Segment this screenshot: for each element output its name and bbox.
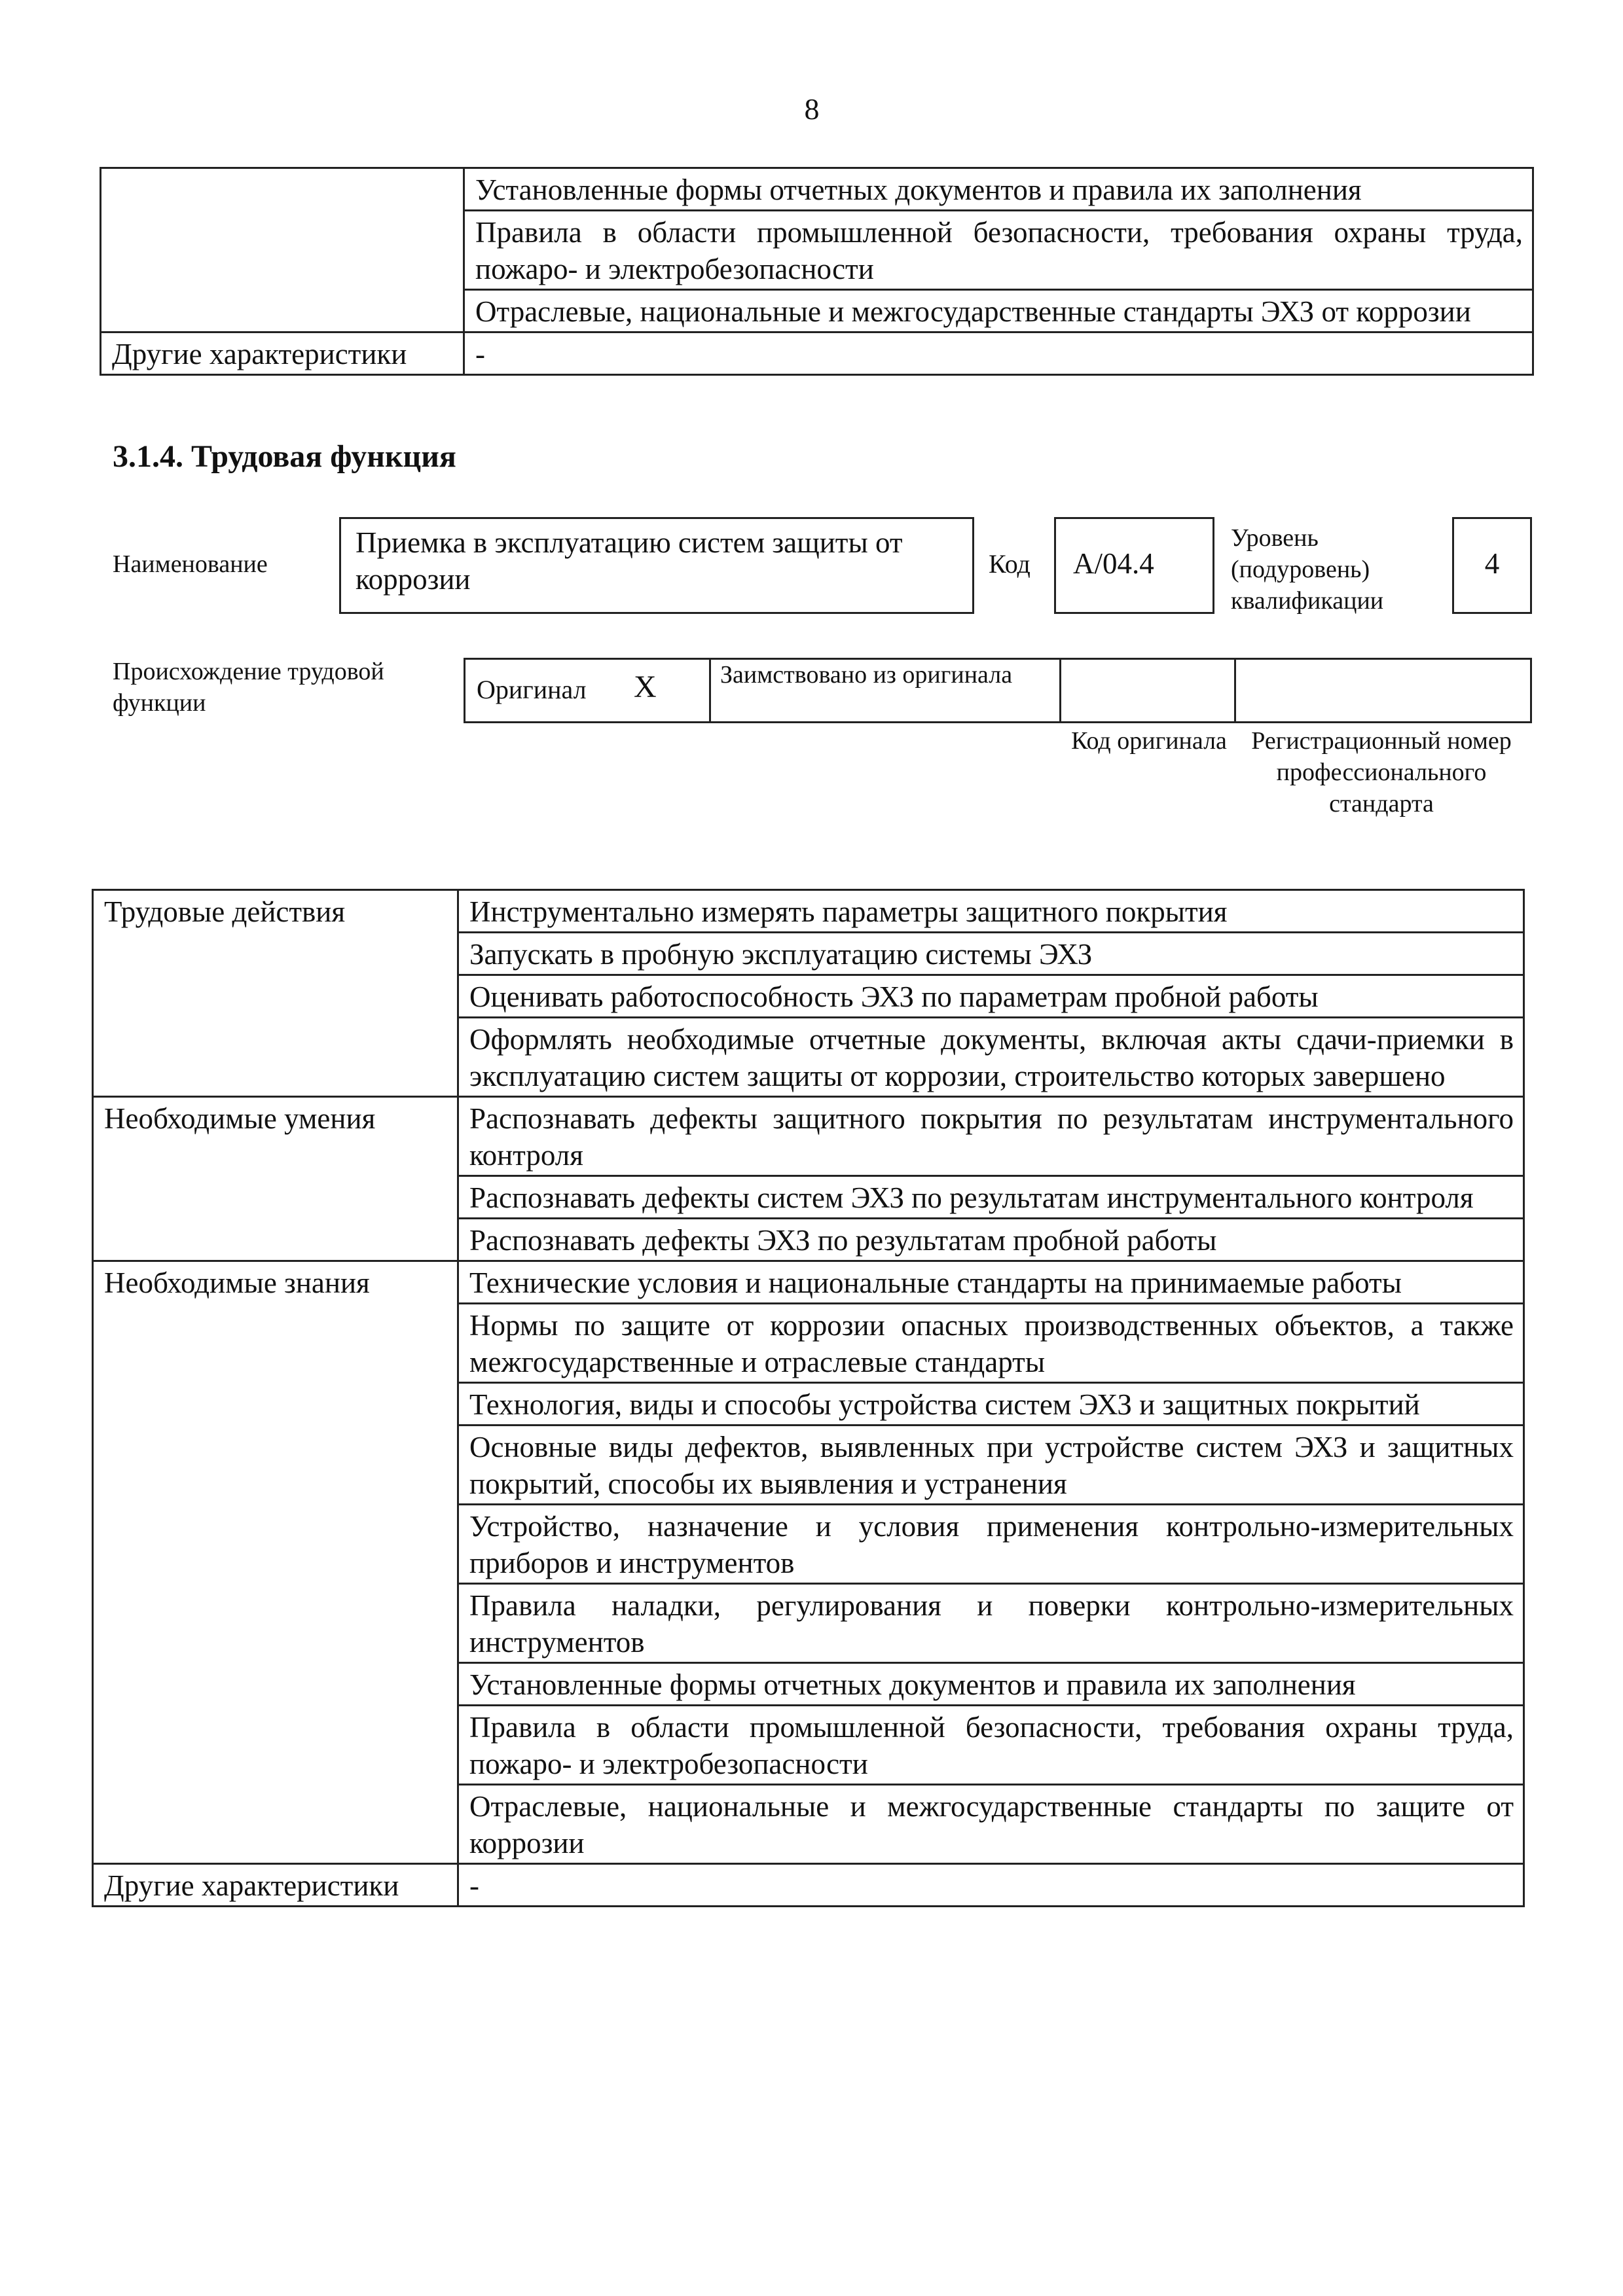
table-row	[93, 1261, 1524, 1304]
action-cell: Оформлять необходимые отчетные документы, включая акты сдачи-приемки в эксплуатацию систем защиты от коррозии, строительство которых завершено	[458, 1018, 1524, 1097]
level-label: Уровень (подуровень) квалификации	[1231, 524, 1384, 615]
knowledge-cell: Отраслевые, национальные и межгосударственные стандарты по защите от коррозии	[458, 1785, 1524, 1864]
empty-label-cell	[101, 168, 464, 332]
code-label: Код	[989, 549, 1030, 579]
origin-divider	[1059, 658, 1061, 723]
origin-label: Происхождение трудовой функции	[113, 658, 384, 717]
knowledge-cell: Правила в области промышленной безопасности, требования охраны труда, пожаро- и электробезопасности	[464, 211, 1533, 290]
other-label: Другие характеристики	[101, 332, 464, 375]
knowledge-cell: Установленные формы отчетных документов и правила их заполнения	[464, 168, 1533, 211]
skill-cell: Распознавать дефекты защитного покрытия по результатам инструментального контроля	[458, 1097, 1524, 1176]
skills-label: Необходимые умения	[93, 1097, 458, 1261]
table-row	[101, 168, 1533, 211]
knowledge-cell: Правила наладки, регулирования и поверки контрольно-измерительных инструментов	[458, 1584, 1524, 1663]
origin-divider	[709, 658, 711, 723]
level-box	[1452, 517, 1532, 614]
table-row	[93, 890, 1524, 933]
knowledge-label: Необходимые знания	[93, 1261, 458, 1864]
code-value: А/04.4	[1073, 547, 1154, 580]
other-value: -	[458, 1864, 1524, 1907]
action-cell: Инструментально измерять параметры защитного покрытия	[458, 890, 1524, 933]
table-row	[93, 1097, 1524, 1176]
knowledge-cell: Нормы по защите от коррозии опасных производственных объектов, а также межгосударственные и отраслевые стандарты	[458, 1304, 1524, 1383]
top-table	[100, 167, 1534, 376]
code-original-label: Код оригинала	[1071, 727, 1227, 755]
table-row	[93, 1864, 1524, 1907]
knowledge-cell: Устройство, назначение и условия применения контрольно-измерительных приборов и инструментов	[458, 1505, 1524, 1584]
origin-divider	[1234, 658, 1236, 723]
name-label: Наименование	[113, 550, 268, 578]
reg-number-label: Регистрационный номер профессионального стандарта	[1251, 727, 1512, 817]
borrowed-label: Заимствовано из оригинала	[720, 661, 1013, 689]
original-label: Оригинал	[477, 675, 587, 704]
knowledge-cell: Отраслевые, национальные и межгосударственные стандарты ЭХЗ от коррозии	[464, 290, 1533, 332]
function-name: Приемка в эксплуатацию систем защиты от коррозии	[356, 526, 903, 596]
skill-cell: Распознавать дефекты систем ЭХЗ по результатам инструментального контроля	[458, 1176, 1524, 1219]
skill-cell: Распознавать дефекты ЭХЗ по результатам пробной работы	[458, 1219, 1524, 1261]
action-cell: Запускать в пробную эксплуатацию системы ЭХЗ	[458, 933, 1524, 975]
original-mark: X	[634, 670, 657, 704]
level-value: 4	[1484, 547, 1500, 580]
action-cell: Оценивать работоспособность ЭХЗ по параметрам пробной работы	[458, 975, 1524, 1018]
other-label: Другие характеристики	[93, 1864, 458, 1907]
knowledge-cell: Установленные формы отчетных документов и правила их заполнения	[458, 1663, 1524, 1706]
table-row	[101, 332, 1533, 375]
page-number: 8	[804, 92, 820, 126]
knowledge-cell: Технология, виды и способы устройства систем ЭХЗ и защитных покрытий	[458, 1383, 1524, 1426]
other-value: -	[464, 332, 1533, 375]
code-box	[1054, 517, 1214, 614]
knowledge-cell: Технические условия и национальные стандарты на принимаемые работы	[458, 1261, 1524, 1304]
knowledge-cell: Правила в области промышленной безопасности, требования охраны труда, пожаро- и электробезопасности	[458, 1706, 1524, 1785]
section-title: 3.1.4. Трудовая функция	[113, 439, 456, 474]
function-name-box	[339, 517, 974, 614]
actions-label: Трудовые действия	[93, 890, 458, 1097]
main-table	[92, 889, 1525, 1907]
knowledge-cell: Основные виды дефектов, выявленных при устройстве систем ЭХЗ и защитных покрытий, способы их выявления и устранения	[458, 1426, 1524, 1505]
